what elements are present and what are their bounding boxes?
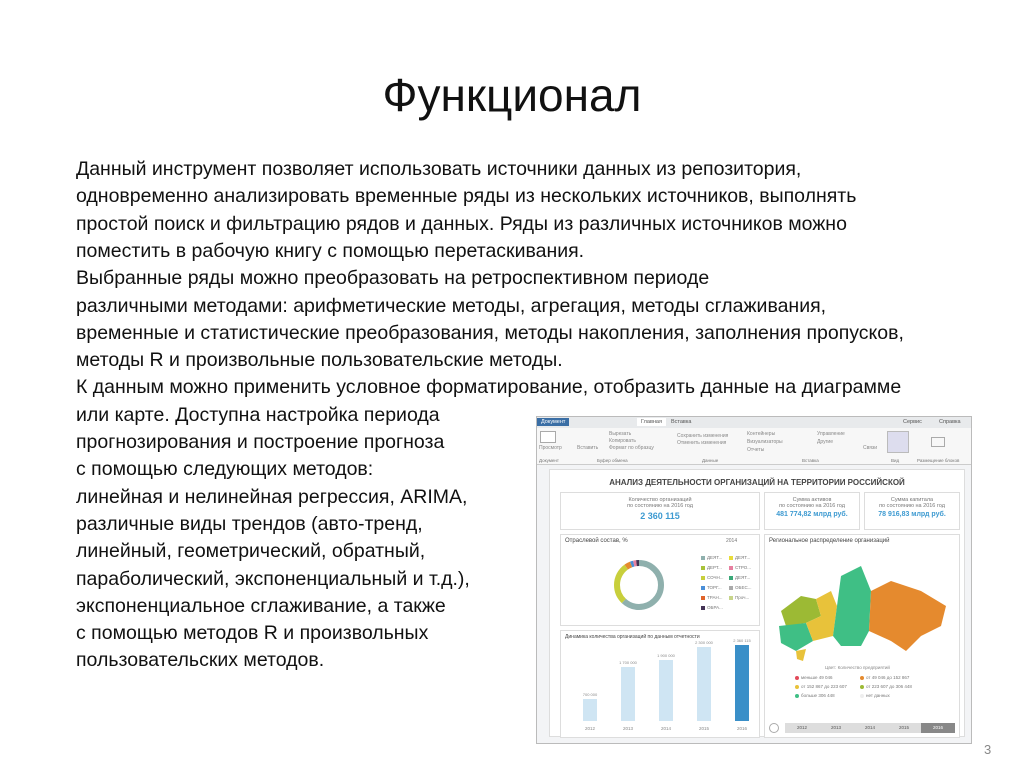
copy-button[interactable]: Копировать <box>609 438 636 444</box>
timeline-year[interactable]: 2015 <box>887 723 921 733</box>
body-line: одновременно анализировать временные ряды из нескольких источников, выполнять <box>76 185 857 208</box>
legend-swatch <box>701 566 705 570</box>
slide-title: Функционал <box>382 69 642 121</box>
group-label: Документ <box>539 458 559 463</box>
bar-year-label: 2015 <box>698 726 709 731</box>
card-label: Количество организаций <box>628 497 692 503</box>
legend-label: от 152 867 до 223 607 <box>801 684 847 689</box>
legend-swatch <box>860 694 864 698</box>
bar-year-label: 2012 <box>584 726 595 731</box>
donut-legend-item <box>701 575 724 580</box>
body-line: экспоненциальное сглаживание, а также <box>76 594 446 617</box>
region-siberia <box>833 566 871 646</box>
bar-value-label: 2 300 000 <box>695 640 713 646</box>
preview-icon <box>540 431 556 443</box>
legend-label: СТРО... <box>735 565 752 570</box>
donut-legend-item <box>729 585 751 590</box>
card-org-count <box>560 492 760 530</box>
format-painter-button[interactable]: Формат по образцу <box>609 445 654 451</box>
bar-value-label: 1 900 000 <box>657 653 675 659</box>
group-label: Буфер обмена <box>597 458 628 463</box>
reports-button[interactable]: Отчеты <box>747 447 765 453</box>
donut-legend-item <box>701 585 722 590</box>
group-label: Данные <box>702 458 719 463</box>
donut-legend-item <box>729 595 749 600</box>
card-label: Сумма активов <box>792 497 832 503</box>
donut-legend-item <box>701 565 722 570</box>
body-line: поместить в рабочую книгу с помощью перетаскивания. <box>76 239 585 262</box>
legend-swatch <box>795 676 799 680</box>
card-label: по состоянию на 2016 год <box>779 503 845 509</box>
bar[interactable] <box>735 645 749 721</box>
map-legend-item <box>795 693 835 698</box>
legend-swatch <box>729 586 733 590</box>
map-legend-item <box>860 675 909 680</box>
legend-swatch <box>729 596 733 600</box>
body-line: простой поиск и фильтрацию рядов и данных. Ряды из различных источников можно <box>76 212 847 235</box>
dashboard <box>549 469 965 737</box>
body-line: или карте. Доступна настройка периода <box>76 403 440 426</box>
app-screenshot <box>536 416 972 744</box>
legend-label: СОЧН... <box>707 575 724 580</box>
panel-title: Динамика количества организаций по данным отчетности <box>565 634 700 640</box>
cut-button[interactable]: Вырезать <box>609 431 632 437</box>
card-assets <box>764 492 860 530</box>
timeline-year[interactable]: 2013 <box>819 723 853 733</box>
donut-legend-item <box>729 555 750 560</box>
bar-value-label: 1 700 000 <box>619 659 637 665</box>
body-line: с помощью следующих методов: <box>76 458 374 481</box>
region-fareast <box>869 581 946 651</box>
donut-legend-item <box>701 595 722 600</box>
containers-button[interactable]: Контейнеры <box>747 431 776 437</box>
legend-swatch <box>701 586 705 590</box>
region-south <box>796 649 806 661</box>
map-legend-item <box>795 684 847 689</box>
tab-home[interactable]: Главная <box>637 418 666 426</box>
ribbon <box>537 417 971 465</box>
bar-panel <box>560 630 760 738</box>
legend-label: ТОРГ... <box>707 585 722 590</box>
legend-label: ДЕЯТ... <box>735 575 751 580</box>
legend-label: Проч... <box>735 595 750 600</box>
legend-label: ДЕЯТ... <box>735 555 751 560</box>
legend-label: от 223 607 до 306 448 <box>866 684 912 689</box>
menu-service[interactable]: Сервис <box>903 419 922 425</box>
map-legend-item <box>860 684 912 689</box>
card-value: 481 774,82 млрд руб. <box>776 511 848 518</box>
body-line: с помощью методов R и произвольных <box>76 622 429 645</box>
body-line: линейная и нелинейная регрессия, ARIMA, <box>76 485 468 508</box>
tab-document[interactable]: Документ <box>537 418 569 426</box>
paste-button[interactable]: Вставить <box>577 445 599 451</box>
map-panel <box>764 534 960 738</box>
donut-legend-item <box>729 575 750 580</box>
view-button[interactable] <box>887 431 909 453</box>
card-label: по состоянию на 2016 год <box>879 503 945 509</box>
legend-label: ДЕЯТ... <box>707 555 723 560</box>
legend-swatch <box>701 596 705 600</box>
other-button[interactable]: Другие <box>817 439 834 445</box>
russia-map <box>771 551 957 661</box>
donut-legend-item <box>729 565 751 570</box>
body-line: К данным можно применить условное форматирование, отобразить данные на диаграмме <box>76 376 902 399</box>
controls-button[interactable]: Управление <box>817 431 845 437</box>
play-button[interactable] <box>769 723 779 733</box>
page-number: 3 <box>984 742 992 757</box>
legend-swatch <box>701 606 705 610</box>
bar[interactable] <box>621 667 635 721</box>
card-capital <box>864 492 960 530</box>
legend-swatch <box>729 566 733 570</box>
bar[interactable] <box>583 699 597 721</box>
body-line: временные и статистические преобразования, методы накопления, заполнения пропусков, <box>76 321 904 344</box>
body-line: Выбранные ряды можно преобразовать на ретроспективном периоде <box>76 267 710 290</box>
donut-chart <box>609 555 669 615</box>
map-legend-item <box>795 675 833 680</box>
legend-swatch <box>795 685 799 689</box>
year-select[interactable]: 2014 <box>726 538 738 544</box>
bar-year-label: 2016 <box>736 726 747 731</box>
bar-year-label: 2014 <box>660 726 671 731</box>
legend-swatch <box>795 694 799 698</box>
group-label: Вставка <box>802 458 819 463</box>
map-legend-item <box>860 693 890 698</box>
legend-swatch <box>729 556 733 560</box>
body-line: различными методами: арифметические методы, агрегация, методы сглаживания, <box>76 294 827 317</box>
legend-label: от 49 046 до 152 867 <box>866 675 910 680</box>
visualizers-button[interactable]: Визуализаторы <box>747 439 783 445</box>
legend-label: ОБЕС... <box>735 585 752 590</box>
legend-label: нет данных <box>866 693 890 698</box>
body-line: методы R и произвольные пользовательские методы. <box>76 349 563 372</box>
bar-value-label: 2 360 115 <box>733 638 751 644</box>
legend-label: меньше 49 046 <box>801 675 833 680</box>
card-label: по состоянию на 2016 год <box>627 503 693 509</box>
body-line: пользовательских методов. <box>76 649 325 672</box>
links-button[interactable]: Связи <box>863 445 878 451</box>
panel-title: Региональное распределение организаций <box>769 538 890 544</box>
card-value: 2 360 115 <box>640 511 680 521</box>
group-label: Вид <box>891 458 900 463</box>
legend-swatch <box>701 556 705 560</box>
bar-year-label: 2013 <box>622 726 633 731</box>
legend-swatch <box>701 576 705 580</box>
bar[interactable] <box>659 660 673 721</box>
legend-label: ДЕРТ... <box>707 565 722 570</box>
body-line: параболический, экспоненциальный и т.д.), <box>76 567 470 590</box>
timeline-year[interactable]: 2014 <box>853 723 887 733</box>
card-label: Сумма капитала <box>890 497 934 503</box>
donut-panel <box>560 534 760 626</box>
legend-swatch <box>860 685 864 689</box>
body-line: линейный, геометрический, обратный, <box>76 540 426 563</box>
body-line: Данный инструмент позволяет использовать источники данных из репозитория, <box>76 158 802 180</box>
donut-legend-item <box>701 555 722 560</box>
legend-swatch <box>729 576 733 580</box>
bar-value-label: 700 000 <box>582 691 598 697</box>
legend-label: ТРАН... <box>707 595 723 600</box>
group-label: Размещение блоков <box>917 458 960 463</box>
legend-label: ОБРА... <box>707 605 723 610</box>
cancel-changes-button[interactable]: Отменить изменения <box>677 440 727 446</box>
legend-swatch <box>860 676 864 680</box>
body-line: различные виды трендов (авто-тренд, <box>76 512 423 535</box>
dashboard-title: АНАЛИЗ ДЕЯТЕЛЬНОСТИ ОРГАНИЗАЦИЙ НА ТЕРРИТОРИИ РОССИЙСКОЙ <box>609 478 905 487</box>
donut-legend-item <box>701 605 723 610</box>
panel-title: Отраслевой состав, % <box>565 538 628 544</box>
menu-help[interactable]: Справка <box>939 419 961 425</box>
layout-button[interactable] <box>931 437 945 447</box>
map-legend-title: Цвет: Количество предприятий <box>825 665 890 670</box>
card-value: 78 916,83 млрд руб. <box>878 511 946 518</box>
timeline-year[interactable]: 2016 <box>921 723 955 733</box>
tab-insert[interactable]: Вставка <box>671 419 692 425</box>
preview-button[interactable]: Просмотр <box>539 445 562 451</box>
legend-label: больше 306 448 <box>801 693 835 698</box>
bar[interactable] <box>697 647 711 721</box>
save-changes-button[interactable]: Сохранить изменения <box>677 433 729 439</box>
body-line: прогнозирования и построение прогноза <box>76 431 445 453</box>
timeline-year[interactable]: 2012 <box>785 723 819 733</box>
